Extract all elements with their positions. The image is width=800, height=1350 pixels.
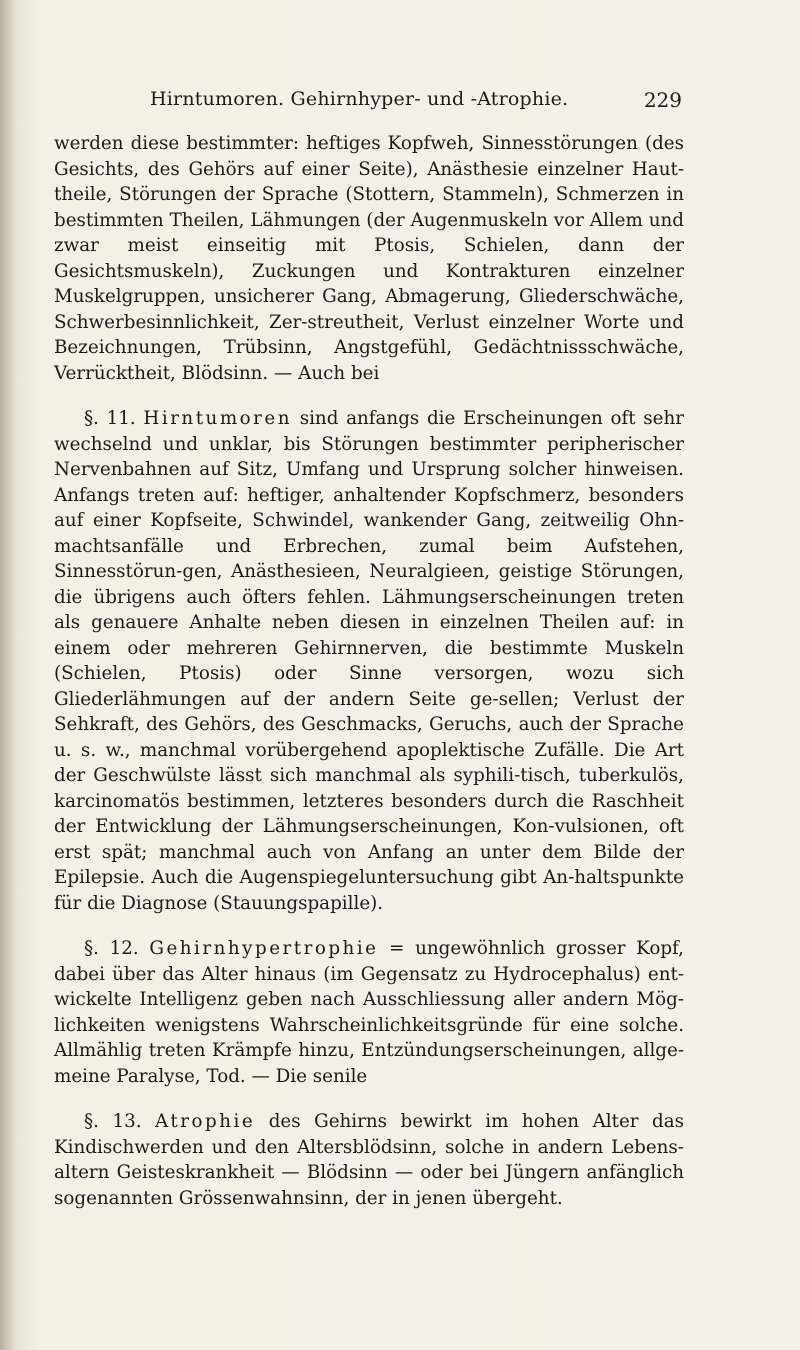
paragraph-text: = ungewöhnlich grosser Kopf, dabei über das Alter hinaus (im Gegensatz zu Hydrocephalus) ent-wickelte Intelligenz geben nach Ausschliessung aller andern Mög-lichkeiten wenigstens Wahrscheinlichkeitsgründe für eine solche. Allmählig treten Krämpfe hinzu, Entzündungserscheinungen, allge-meine Paralyse, Tod. — Die senile	[54, 938, 684, 1087]
binding-gutter-shadow	[0, 0, 16, 1350]
section-number: §. 11.	[84, 408, 136, 429]
section-heading: Hirntumoren	[143, 408, 293, 429]
paragraph-section-11	[54, 406, 684, 916]
paragraph-text: des Gehirns bewirkt im hohen Alter das Kindischwerden und den Altersblödsinn, solche in andern Lebens-altern Geisteskrankheit — Blödsinn — oder bei Jüngern anfänglich sogenannten Grössenwahnsinn, der in jenen übergeht.	[54, 1111, 685, 1209]
paragraph-text: werden diese bestimmter: heftiges Kopfweh, Sinnesstörungen (des Gesichts, des Gehörs auf einer Seite), Anästhesie einzelner Haut-theile, Störungen der Sprache (Stottern, Stammeln), Schmerzen in bestimmten Theilen, Lähmungen (der Augenmuskeln vor Allem und zwar meist einseitig mit Ptosis, Schielen, dann der Gesichtsmuskeln), Zuckungen und Kontrakturen einzelner Muskelgruppen, unsicherer Gang, Abmagerung, Gliederschwäche, Schwerbesinnlichkeit, Zer-streutheit, Verlust einzelner Worte und Bezeichnungen, Trübsinn, Angstgefühl, Gedächtnissschwäche, Verrücktheit, Blödsinn. — Auch bei	[54, 133, 684, 384]
page-body	[54, 131, 684, 1211]
running-title: Hirntumoren. Gehirnhyper- und -Atrophie.	[150, 88, 569, 110]
section-heading: Atrophie	[155, 1111, 256, 1132]
page-header	[150, 88, 682, 116]
paragraph-section-12	[54, 936, 684, 1089]
section-heading: Gehirnhypertrophie	[149, 938, 379, 959]
paragraph-continuation	[54, 131, 684, 386]
section-number: §. 13.	[84, 1111, 142, 1132]
paragraph-section-13	[54, 1109, 684, 1211]
section-number: §. 12.	[84, 938, 139, 959]
paragraph-text: sind anfangs die Erscheinungen oft sehr wechselnd und unklar, bis Störungen bestimmter peripherischer Nervenbahnen auf Sitz, Umfang und Ursprung solcher hinweisen. Anfangs treten auf: heftiger, anhaltender Kopfschmerz, besonders auf einer Kopfseite, Schwindel, wankender Gang, zeitweilig Ohn-machtsanfälle und Erbrechen, zumal beim Aufstehen, Sinnesstörun-gen, Anästhesieen, Neuralgieen, geistige Störungen, die übrigens auch öfters fehlen. Lähmungserscheinungen treten als genauere Anhalte neben diesen in einzelnen Theilen auf: in einem oder mehreren Gehirnnerven, die bestimmte Muskeln (Schielen, Ptosis) oder Sinne versorgen, wozu sich Gliederlähmungen auf der andern Seite ge-sellen; Verlust der Sehkraft, des Gehörs, des Geschmacks, Geruchs, auch der Sprache u. s. w., manchmal vorübergehend apoplektische Zufälle. Die Art der Geschwülste lässt sich manchmal als syphili-tisch, tuberkulös, karcinomatös bestimmen, letzteres besonders durch die Raschheit der Entwicklung der Lähmungserscheinungen, Kon-vulsionen, oft erst spät; manchmal auch von Anfang an unter dem Bilde der Epilepsie. Auch die Augenspiegeluntersuchung gibt An-haltspunkte für die Diagnose (Stauungspapille).	[54, 408, 684, 914]
page-number: 229	[643, 88, 682, 112]
